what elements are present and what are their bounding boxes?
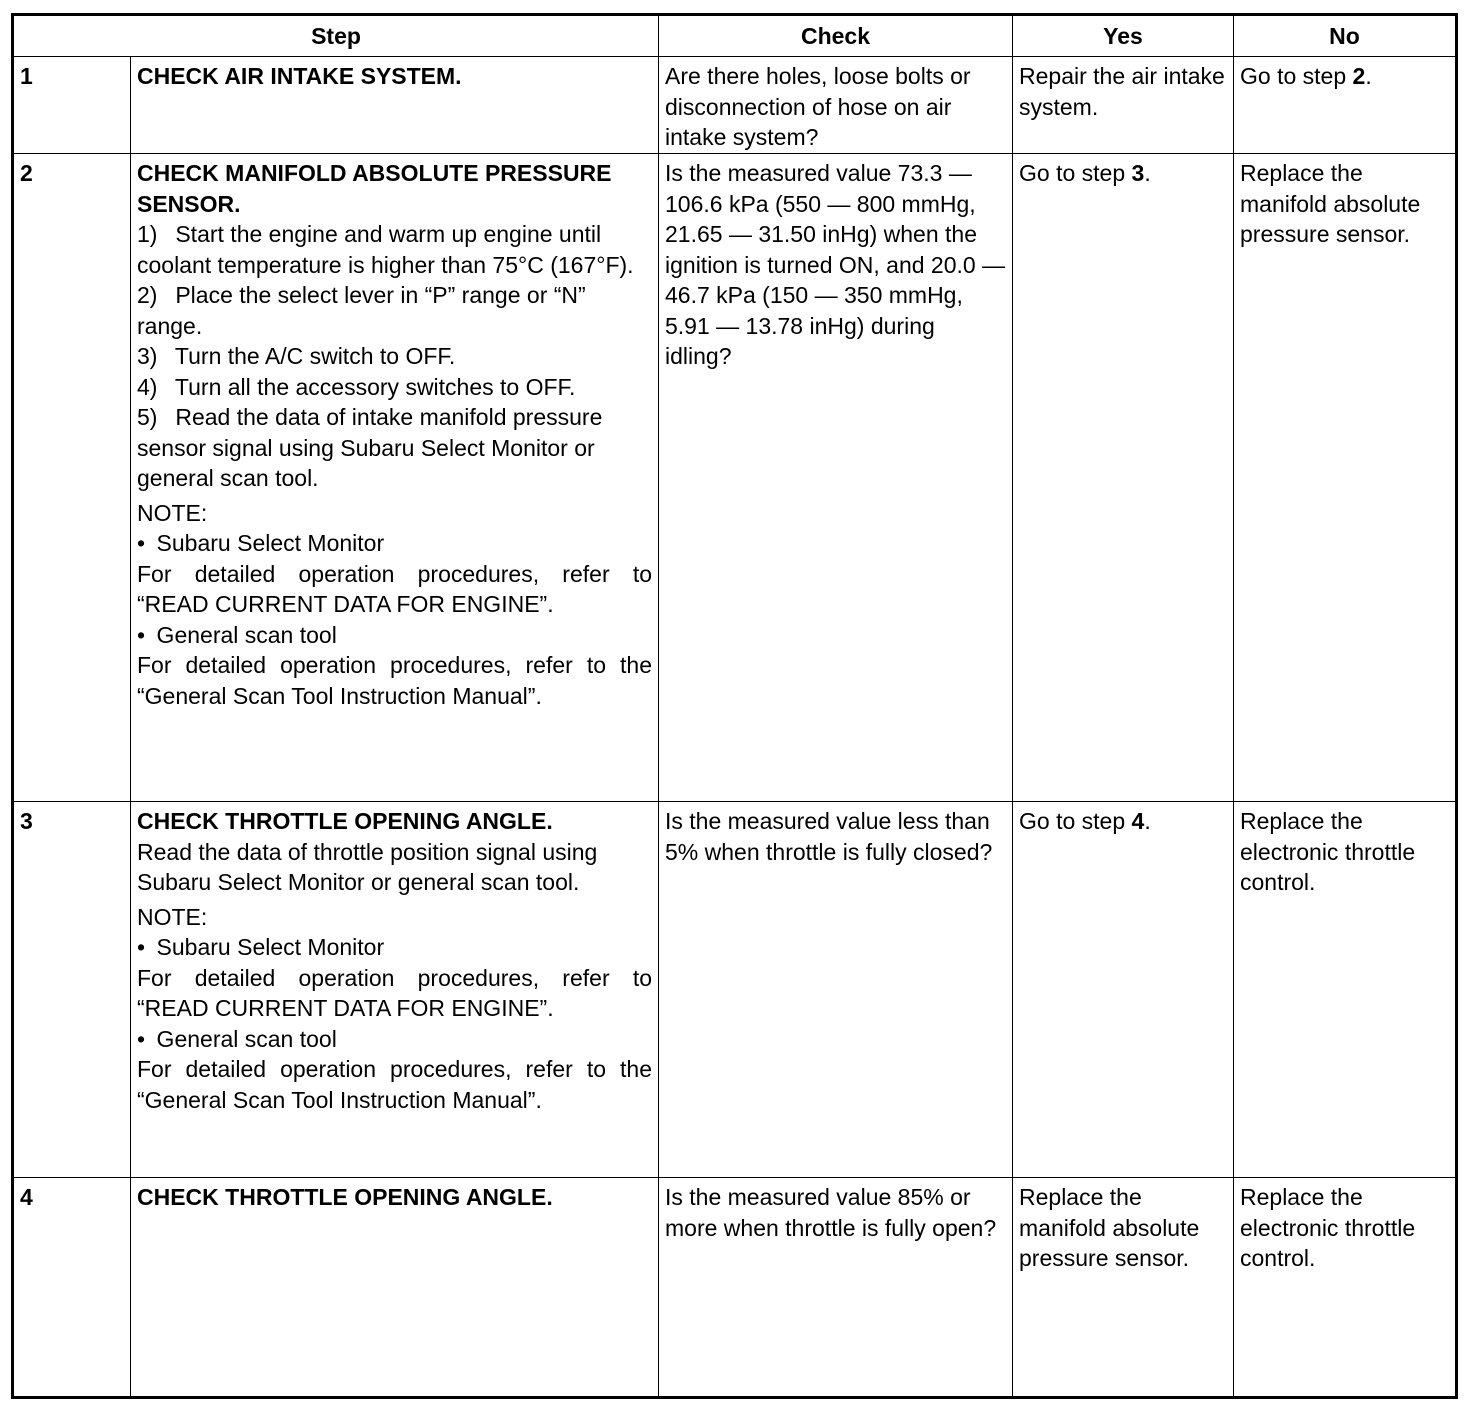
note-text: For detailed operation procedures, refer to the bbox=[137, 1056, 652, 1082]
yes-prefix: Go to step bbox=[1019, 808, 1132, 834]
yes-cell: Repair the air intake system. bbox=[1013, 57, 1234, 154]
step-body: Read the data of throttle position signal using Subaru Select Monitor or general scan tool. bbox=[137, 838, 598, 895]
table-row bbox=[13, 57, 1457, 154]
no-cell: Replace the manifold absolute pressure sensor. bbox=[1234, 154, 1457, 802]
note-text: “General Scan Tool Instruction Manual”. bbox=[137, 682, 542, 709]
no-step-ref: 2 bbox=[1352, 63, 1366, 89]
check-cell: Is the measured value 85% or more when throttle is fully open? bbox=[659, 1178, 1013, 1398]
step-title: CHECK AIR INTAKE SYSTEM. bbox=[137, 63, 462, 89]
note-heading: NOTE: bbox=[137, 499, 208, 526]
no-cell bbox=[1234, 57, 1457, 154]
note-bullet: • Subaru Select Monitor bbox=[137, 934, 385, 960]
table-row bbox=[13, 154, 1457, 802]
diagnostic-procedure-table bbox=[11, 13, 1458, 1399]
no-cell: Replace the electronic throttle control. bbox=[1234, 1178, 1457, 1398]
step-number: 1 bbox=[13, 57, 131, 154]
step-title: CHECK THROTTLE OPENING ANGLE. bbox=[137, 1184, 553, 1210]
yes-cell bbox=[1013, 802, 1234, 1178]
check-cell: Is the measured value 73.3 — 106.6 kPa (550 — 800 mmHg, 21.65 — 31.50 inHg) when the ignition is turned ON, and 20.0 — 46.7 kPa (150 — 350 mmHg, 5.91 — 13.78 inHg) during idling? bbox=[659, 154, 1013, 802]
header-step: Step bbox=[13, 15, 659, 57]
procedure-step: 3) Turn the A/C switch to OFF. bbox=[137, 343, 456, 369]
table-row bbox=[13, 802, 1457, 1178]
note-text: For detailed operation procedures, refer to bbox=[137, 964, 652, 991]
step-cell bbox=[131, 57, 659, 154]
note-text: For detailed operation procedures, refer to bbox=[137, 560, 652, 587]
note-text: For detailed operation procedures, refer to the bbox=[137, 652, 652, 678]
header-yes: Yes bbox=[1013, 15, 1234, 57]
procedure-step: 4) Turn all the accessory switches to OFF. bbox=[137, 373, 576, 400]
note-heading: NOTE: bbox=[137, 903, 208, 930]
step-number: 3 bbox=[13, 802, 131, 1178]
step-cell bbox=[131, 1178, 659, 1398]
check-cell: Is the measured value less than 5% when throttle is fully closed? bbox=[659, 802, 1013, 1178]
no-cell: Replace the electronic throttle control. bbox=[1234, 802, 1457, 1178]
step-cell bbox=[131, 802, 659, 1178]
yes-step-ref: 4 bbox=[1131, 808, 1145, 834]
yes-suffix: . bbox=[1144, 808, 1151, 834]
yes-step-ref: 3 bbox=[1131, 160, 1145, 186]
step-title: CHECK MANIFOLD ABSOLUTE PRESSURE SENSOR. bbox=[137, 160, 612, 217]
step-number: 2 bbox=[13, 154, 131, 802]
note-bullet: • General scan tool bbox=[137, 621, 337, 648]
header-no: No bbox=[1234, 15, 1457, 57]
yes-cell bbox=[1013, 154, 1234, 802]
note-text: “READ CURRENT DATA FOR ENGINE”. bbox=[137, 995, 554, 1021]
step-cell bbox=[131, 154, 659, 802]
note-bullet: • General scan tool bbox=[137, 1025, 337, 1052]
note-text: “READ CURRENT DATA FOR ENGINE”. bbox=[137, 591, 554, 617]
procedure-step: 5) Read the data of intake manifold pressure sensor signal using Subaru Select Monitor or general scan tool. bbox=[137, 404, 603, 491]
step-number: 4 bbox=[13, 1178, 131, 1398]
header-row bbox=[13, 15, 1457, 57]
step-title: CHECK THROTTLE OPENING ANGLE. bbox=[137, 808, 553, 834]
note-text: “General Scan Tool Instruction Manual”. bbox=[137, 1086, 542, 1113]
no-suffix: . bbox=[1365, 63, 1372, 89]
yes-prefix: Go to step bbox=[1019, 160, 1132, 186]
no-prefix: Go to step bbox=[1240, 63, 1353, 89]
yes-cell: Replace the manifold absolute pressure sensor. bbox=[1013, 1178, 1234, 1398]
note-bullet: • Subaru Select Monitor bbox=[137, 530, 385, 556]
procedure-step: 1) Start the engine and warm up engine until coolant temperature is higher than 75°C (167°F). bbox=[137, 221, 634, 278]
header-check: Check bbox=[659, 15, 1013, 57]
yes-suffix: . bbox=[1144, 160, 1151, 186]
check-cell: Are there holes, loose bolts or disconnection of hose on air intake system? bbox=[659, 57, 1013, 154]
table-row bbox=[13, 1178, 1457, 1398]
procedure-step: 2) Place the select lever in “P” range or “N” range. bbox=[137, 282, 586, 339]
